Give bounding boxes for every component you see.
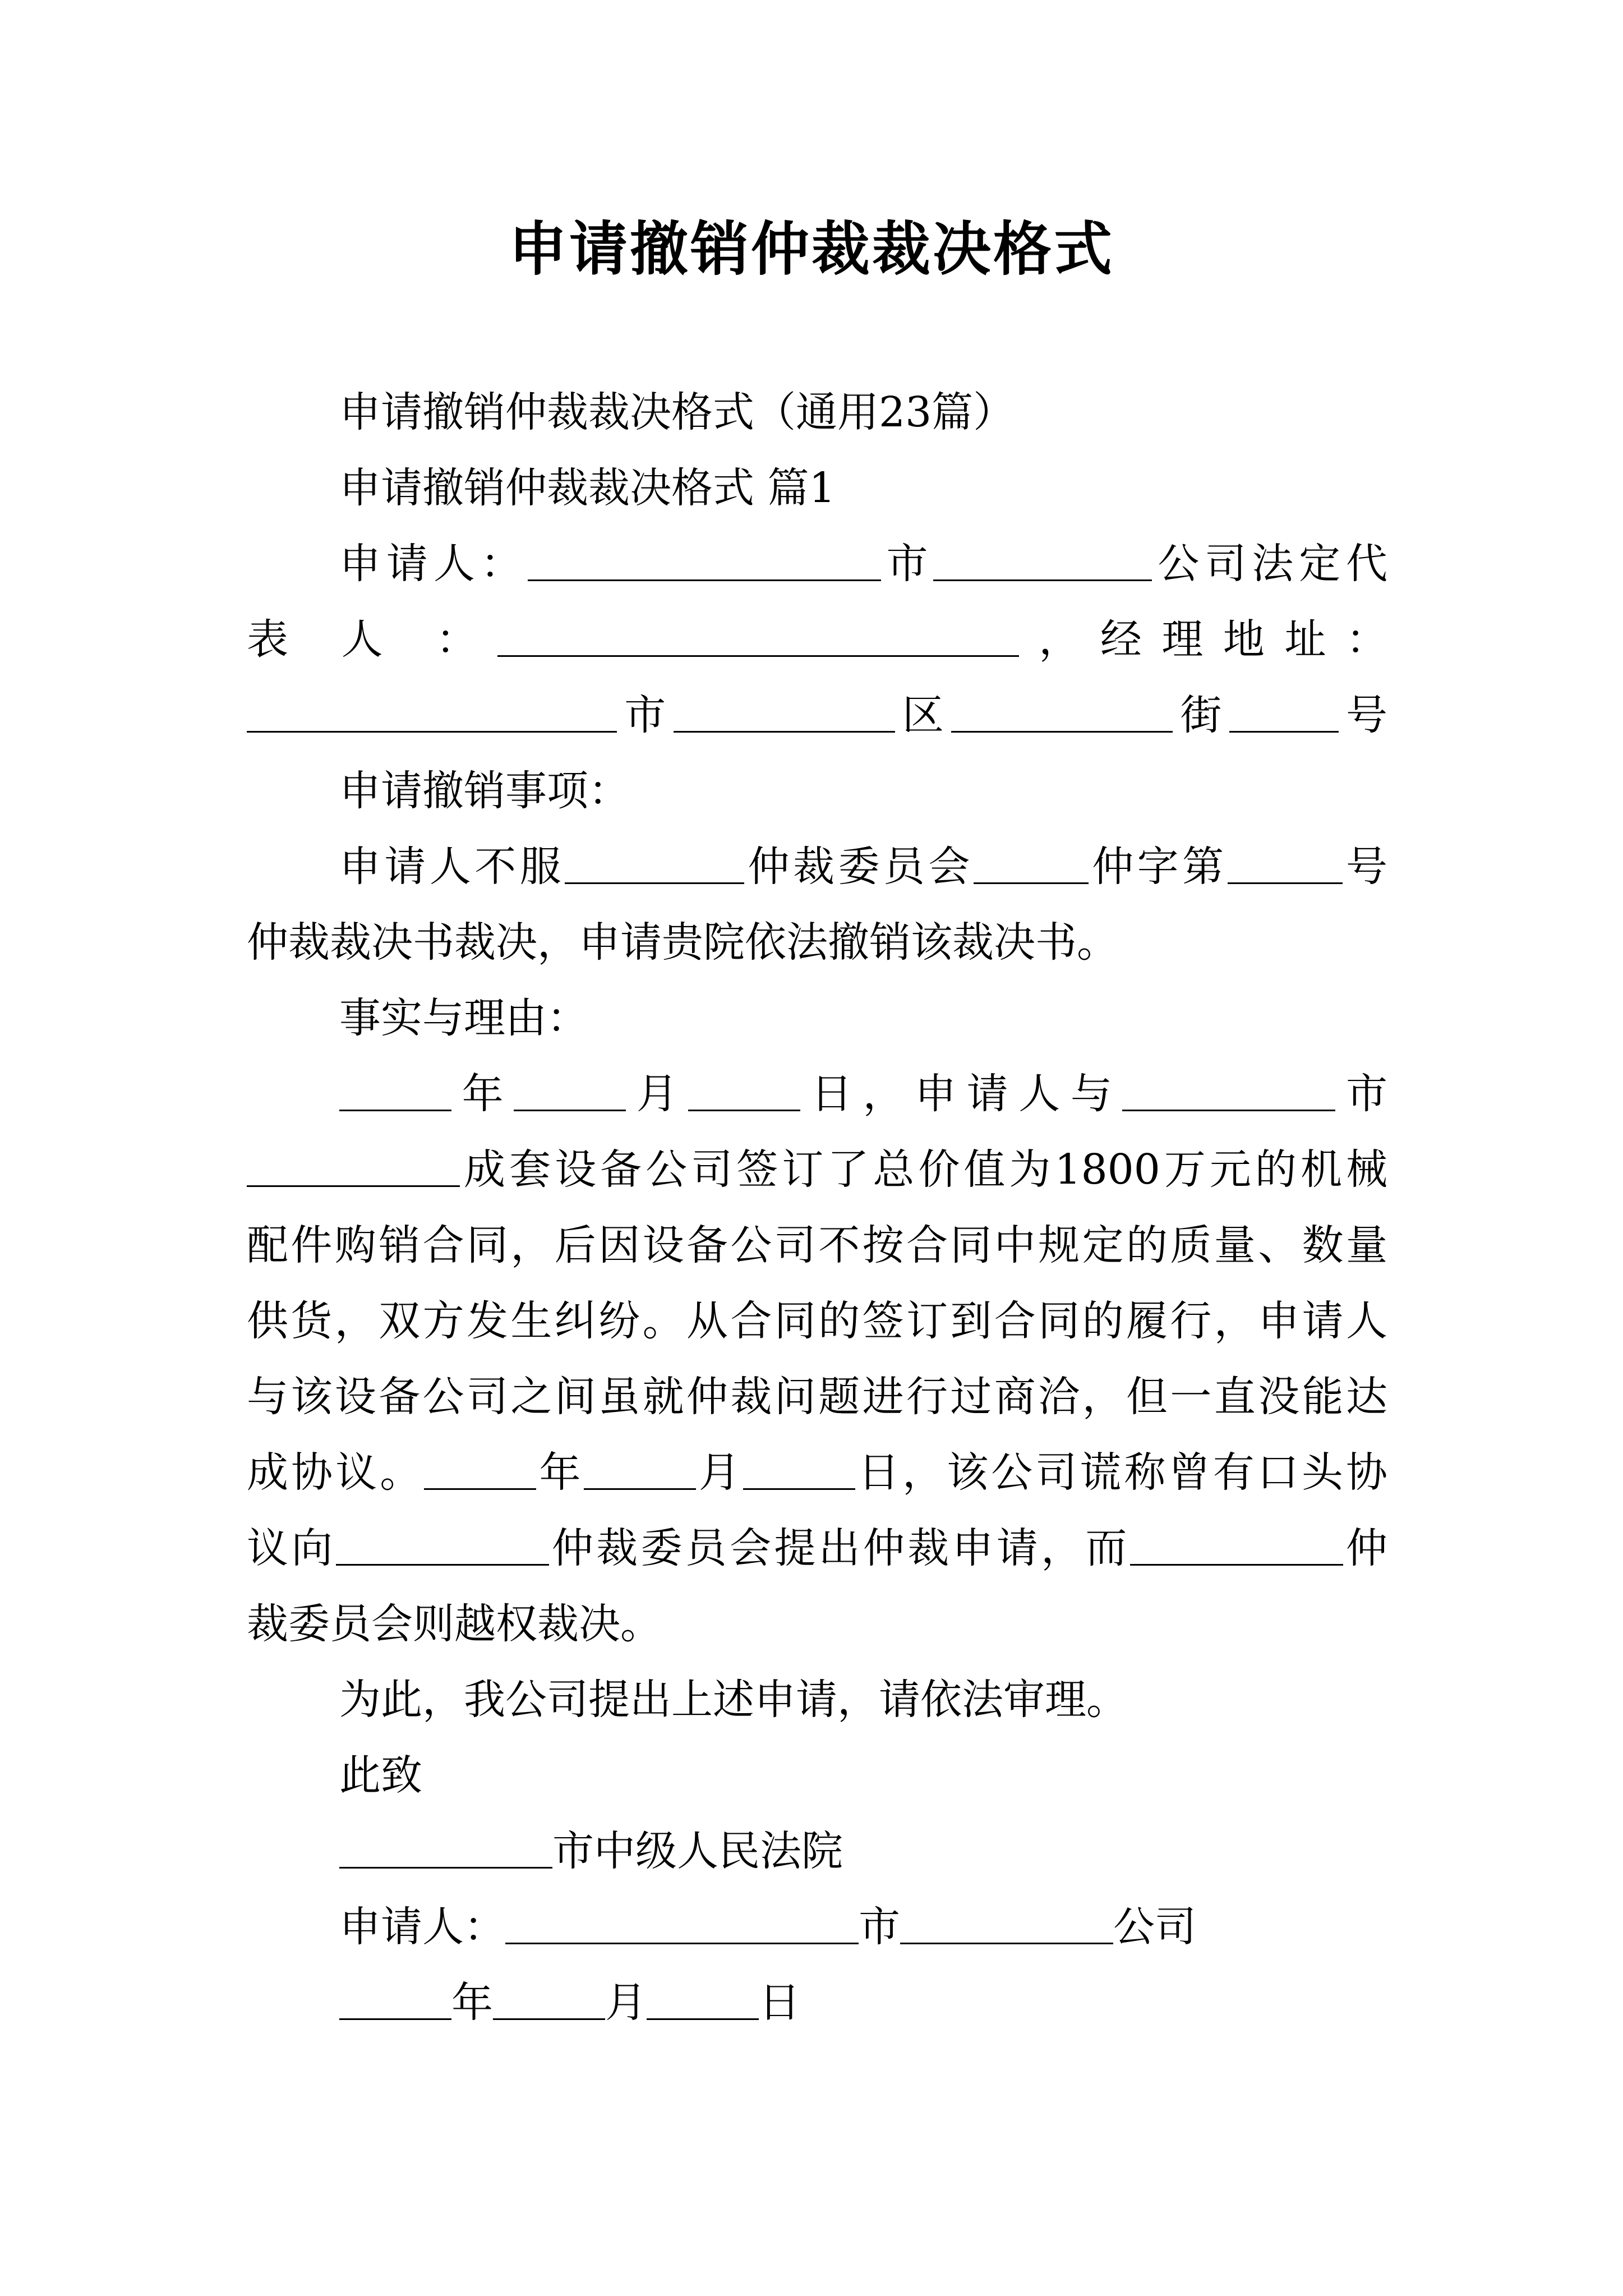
section-heading: 申请撤销仲裁裁决格式 篇1 xyxy=(339,464,836,512)
blank-field xyxy=(339,1826,552,1869)
signature-applicant-line: 申请人： 市 公司 xyxy=(339,1903,1196,1951)
blank-field xyxy=(1130,1524,1343,1566)
blank-field xyxy=(514,1069,626,1111)
blank-field xyxy=(247,691,617,733)
facts-line-3: 配件购销合同，后因设备公司不按合同中规定的质量、数量 xyxy=(247,1221,1387,1269)
facts-line-1: 年 月 日，申请人与 市 xyxy=(247,1063,1387,1125)
blank-field xyxy=(974,842,1089,884)
facts-line-4: 供货，双方发生纠纷。从合同的签订到合同的履行，申请人 xyxy=(247,1297,1387,1345)
facts-line-8: 裁委员会则越权裁决。 xyxy=(247,1600,662,1648)
blank-field xyxy=(647,1978,759,2020)
document-title: 申请撤销仲裁裁决格式 xyxy=(508,214,1114,283)
blank-field xyxy=(674,691,895,733)
address-line: 市 区 街 号 xyxy=(247,684,1387,746)
blank-field xyxy=(933,539,1152,581)
blank-field xyxy=(336,1524,549,1566)
subtitle-line: 申请撤销仲裁裁决格式（通用23篇） xyxy=(339,388,1015,436)
matters-line-2: 仲裁裁决书裁决，申请贵院依法撤销该裁决书。 xyxy=(247,918,1118,967)
blank-field xyxy=(339,1069,451,1111)
blank-field xyxy=(493,1978,605,2020)
court-line: 市中级人民法院 xyxy=(247,1820,1387,1882)
blank-field xyxy=(688,1069,800,1111)
blank-field xyxy=(1122,1069,1335,1111)
conclusion-line: 为此，我公司提出上述申请，请依法审理。 xyxy=(339,1676,1128,1724)
blank-field xyxy=(1228,842,1343,884)
applicant-line: 申请人： 市 公司法定代 xyxy=(339,540,1388,588)
blank-field xyxy=(1229,691,1339,733)
signature-date-line: 年 月 日 xyxy=(247,1972,1387,2033)
matters-heading: 申请撤销事项： xyxy=(339,767,630,815)
blank-field xyxy=(339,1978,451,2020)
blank-field xyxy=(424,1448,536,1490)
blank-field xyxy=(584,1448,696,1490)
legal-rep-line: 表 人 ： ，经理地址： xyxy=(247,615,1388,664)
blank-field xyxy=(565,842,744,884)
facts-line-6: 成协议。 年 月 日，该公司谎称曾有口头协 xyxy=(247,1448,1388,1497)
facts-line-5: 与该设备公司之间虽就仲裁问题进行过商洽，但一直没能达 xyxy=(247,1373,1387,1421)
facts-heading: 事实与理由： xyxy=(339,994,588,1042)
matters-line-1: 申请人不服 仲裁委员会 仲字第 号 xyxy=(339,843,1387,891)
blank-field xyxy=(743,1448,855,1490)
blank-field xyxy=(505,1902,859,1944)
blank-field xyxy=(497,615,1019,657)
salutation: 此致 xyxy=(339,1751,422,1800)
facts-line-7: 议向 仲裁委员会提出仲裁申请，而 仲 xyxy=(247,1524,1388,1572)
blank-field xyxy=(900,1902,1113,1944)
blank-field xyxy=(528,539,881,581)
blank-field xyxy=(951,691,1173,733)
facts-line-2: 成套设备公司签订了总价值为1800万元的机械 xyxy=(247,1139,1387,1200)
blank-field xyxy=(247,1145,460,1187)
